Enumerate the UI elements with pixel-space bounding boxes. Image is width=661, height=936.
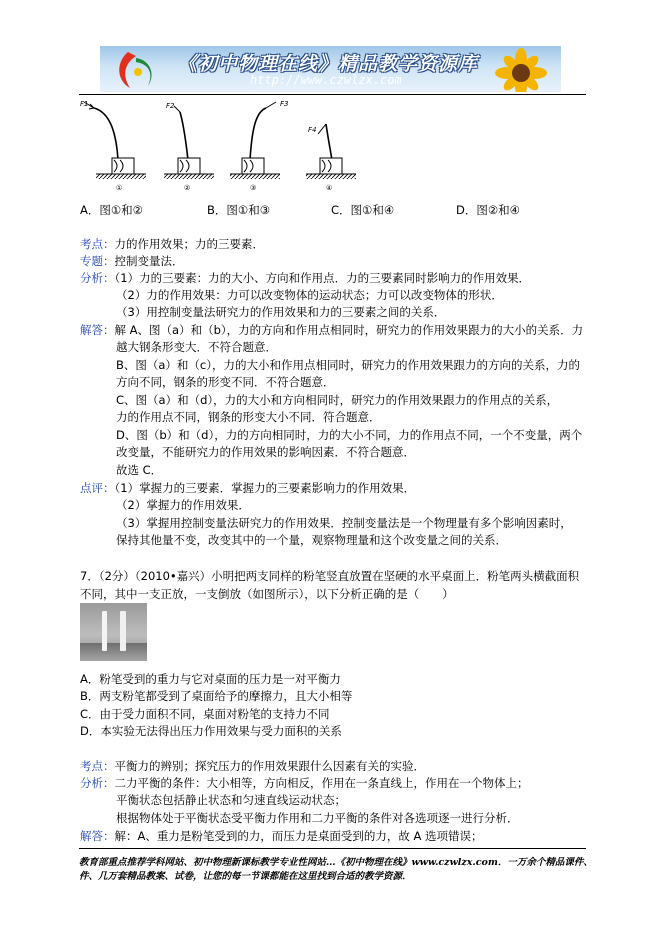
chalk-inverted bbox=[120, 611, 126, 651]
q7-stem-line-2: 不同，其中一支正放，一支倒放（如图所示），以下分析正确的是（ ） bbox=[80, 587, 454, 601]
q6-zhuanti bbox=[80, 253, 184, 269]
q6-option-a: A．图①和② bbox=[80, 203, 143, 217]
header-banner bbox=[100, 46, 561, 92]
jieda-line-7: D、图（b）和（d），力的方向相同时，力的大小不同，力的作用点不同，一个不变量，两个 bbox=[116, 428, 583, 442]
zhuanti-text: 控制变量法． bbox=[114, 254, 184, 268]
q7-option-d: D．本实验无法得出压力作用效果与受力面积的关系 bbox=[80, 724, 342, 738]
figure-panel-4 bbox=[306, 124, 356, 192]
jieda-line-8: 改变量，不能研究力的作用效果的影响因素．不符合题意． bbox=[116, 445, 415, 459]
header-rule bbox=[79, 94, 586, 95]
q6-option-d: D．图②和④ bbox=[456, 203, 520, 217]
jieda-line-3: B、图（a）和（c），力的大小和作用点相同时，研究力的作用效果跟力的方向的关系，力的 bbox=[116, 358, 581, 372]
q7-option-b: B．两支粉笔都受到了桌面给予的摩擦力，且大小相等 bbox=[80, 689, 353, 703]
zhuanti-label: 专题： bbox=[80, 254, 115, 268]
figure-panel-1 bbox=[80, 100, 146, 192]
q6-kaodian bbox=[80, 236, 264, 252]
force-figure bbox=[80, 98, 370, 194]
jieda-line-4: 方向不同，钢条的形变不同．不符合题意． bbox=[116, 375, 335, 389]
q7-jieda-label: 解答： bbox=[80, 829, 115, 843]
q7-jieda-text: 解：A、重力是粉笔受到的力，而压力是桌面受到的力，故 A 选项错误； bbox=[114, 829, 483, 843]
fenxi-line-1: （1）力的三要素：力的大小、方向和作用点．力的三要素同时影响力的作用效果． bbox=[114, 271, 531, 285]
footer-rule bbox=[79, 848, 586, 849]
header-url[interactable]: http://www.czwlzx.com bbox=[250, 73, 402, 87]
q6-option-c: C．图①和④ bbox=[331, 203, 395, 217]
jieda-line-5: C、图（a）和（d），力的大小和方向相同时，研究力的作用效果跟力的作用点的关系， bbox=[116, 393, 559, 407]
q7-kaodian-label: 考点： bbox=[80, 759, 115, 773]
q7-fenxi-line-3: 根据物体处于平衡状态受平衡力作用和二力平衡的条件对各选项逐一进行分析． bbox=[116, 811, 519, 825]
jieda-line-2: 越大钢条形变大．不符合题意． bbox=[116, 340, 277, 354]
jieda-line-1: 解 A、图（a）和（b），力的方向和作用点相同时，研究力的作用效果跟力的大小的关系．力 bbox=[114, 323, 584, 337]
q6-fenxi bbox=[80, 270, 530, 286]
fenxi-label: 分析： bbox=[80, 271, 115, 285]
chalk-photo bbox=[80, 603, 147, 661]
q7-option-c: C．由于受力面积不同，桌面对粉笔的支持力不同 bbox=[80, 707, 330, 721]
q7-kaodian bbox=[80, 758, 425, 774]
q7-fenxi-line-2: 平衡状态包括静止状态和匀速直线运动状态； bbox=[116, 793, 346, 807]
q7-fenxi bbox=[80, 775, 529, 791]
kaodian-text: 力的作用效果；力的三要素． bbox=[114, 237, 264, 251]
kaodian-label: 考点： bbox=[80, 237, 115, 251]
jieda-line-9: 故选 C． bbox=[116, 463, 163, 477]
force-label-f4: F4 bbox=[308, 126, 317, 134]
panel-label-1: ① bbox=[116, 184, 123, 192]
fenxi-line-3: （3）用控制变量法研究力的作用效果和力的三要素之间的关系． bbox=[116, 305, 446, 319]
figure-panel-2 bbox=[164, 102, 214, 192]
dianping-line-2: （2）掌握力的作用效果． bbox=[116, 498, 250, 512]
dianping-line-1: （1）掌握力的三要素．掌握力的三要素影响力的作用效果． bbox=[114, 481, 416, 495]
q7-option-a: A．粉笔受到的重力与它对桌面的压力是一对平衡力 bbox=[80, 672, 341, 686]
dianping-label: 点评： bbox=[80, 481, 115, 495]
panel-label-2: ② bbox=[184, 184, 191, 192]
q6-jieda bbox=[80, 322, 583, 338]
jieda-line-6: 力的作用点不同，钢条的形变大小不同．符合题意． bbox=[116, 410, 381, 424]
panel-label-3: ③ bbox=[250, 184, 257, 192]
dianping-line-3: （3）掌握用控制变量法研究力的作用效果．控制变量法是一个物理量有多个影响因素时， bbox=[116, 516, 572, 530]
q7-kaodian-text: 平衡力的辨别；探究压力的作用效果跟什么因素有关的实验． bbox=[114, 759, 425, 773]
force-label-f1: F1 bbox=[80, 100, 89, 108]
footer-line-1: 教育部重点推荐学科网站、初中物理新课标教学专业性网站…《初中物理在线》www.czwlzx.com．一万余个精品课件、 bbox=[79, 857, 593, 868]
logo-icon bbox=[110, 46, 170, 92]
header-title: 《初中物理在线》精品教学资源库 bbox=[178, 53, 479, 75]
chalk-upright bbox=[102, 611, 107, 651]
q6-dianping bbox=[80, 480, 415, 496]
figure-panel-3 bbox=[230, 100, 288, 192]
jieda-label: 解答： bbox=[80, 323, 115, 337]
q7-fenxi-label: 分析： bbox=[80, 776, 115, 790]
panel-label-4: ④ bbox=[326, 184, 333, 192]
q7-jieda bbox=[80, 828, 483, 844]
fenxi-line-2: （2）力的作用效果：力可以改变物体的运动状态；力可以改变物体的形状． bbox=[116, 288, 503, 302]
q7-stem-line-1: 7．（2分）（2010•嘉兴）小明把两支同样的粉笔竖直放置在坚硬的水平桌面上．粉笔两头横截面积 bbox=[80, 569, 580, 583]
q6-option-b: B．图①和③ bbox=[207, 203, 271, 217]
dianping-line-4: 保持其他量不变，改变其中的一个量，观察物理量和这个改变量之间的关系． bbox=[116, 533, 507, 547]
sunflower-icon bbox=[481, 46, 561, 92]
footer-line-2: 件、几万套精品教案、试卷，让您的每一节课都能在这里找到合适的教学资源． bbox=[79, 871, 412, 882]
force-label-f2: F2 bbox=[166, 102, 175, 110]
q7-fenxi-line-1: 二力平衡的条件：大小相等，方向相反，作用在一条直线上，作用在一个物体上； bbox=[114, 776, 529, 790]
force-label-f3: F3 bbox=[280, 100, 289, 108]
